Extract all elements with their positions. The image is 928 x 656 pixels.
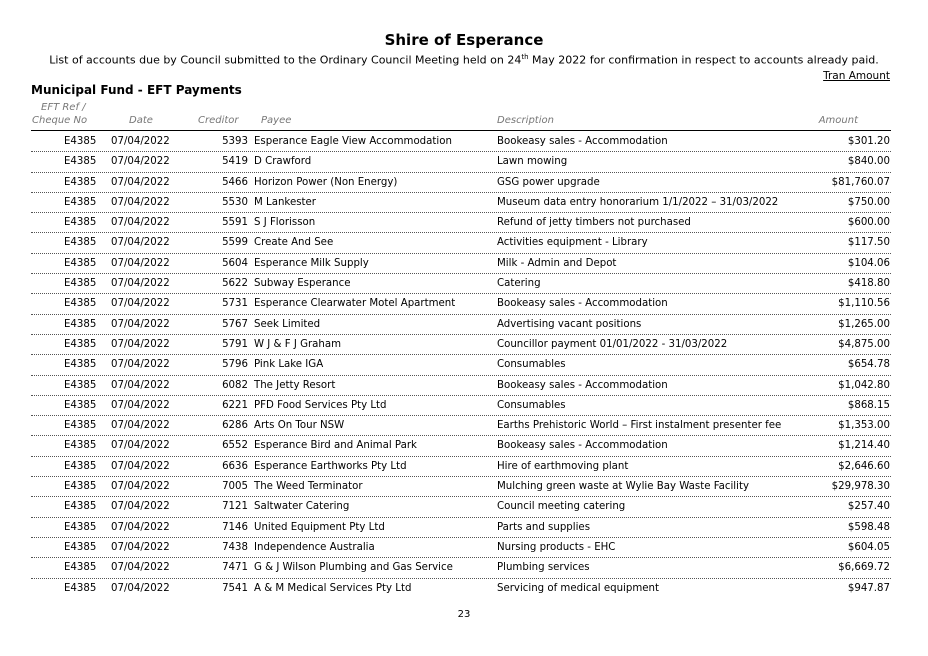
cell-amount: $1,353.00 xyxy=(838,420,890,432)
cell-payee: M Lankester xyxy=(254,196,316,208)
cell-amount: $600.00 xyxy=(847,217,890,229)
cell-ref: E4385 xyxy=(64,420,97,432)
cell-creditor: 7005 xyxy=(222,481,248,493)
cell-payee: The Jetty Resort xyxy=(254,379,336,391)
cell-ref: E4385 xyxy=(64,136,97,147)
payments-table xyxy=(0,132,928,599)
cell-payee: Saltwater Catering xyxy=(254,501,350,513)
cell-description: Parts and supplies xyxy=(497,521,590,533)
cell-date: 07/04/2022 xyxy=(111,338,170,350)
cell-description: Councillor payment 01/01/2022 - 31/03/2022 xyxy=(497,338,728,350)
header-ref-line1: EFT Ref / xyxy=(41,102,86,113)
cell-description: Servicing of medical equipment xyxy=(497,582,659,594)
cell-payee: Esperance Bird and Animal Park xyxy=(254,440,417,452)
cell-ref: E4385 xyxy=(64,237,97,249)
cell-amount: $604.05 xyxy=(847,541,890,553)
cell-amount: $2,646.60 xyxy=(838,460,890,472)
cell-ref: E4385 xyxy=(64,562,97,574)
cell-amount: $1,265.00 xyxy=(838,318,890,330)
cell-date: 07/04/2022 xyxy=(111,379,170,391)
cell-ref: E4385 xyxy=(64,582,97,594)
table-row xyxy=(0,274,928,294)
table-header xyxy=(0,101,928,131)
document-subtitle xyxy=(0,53,928,67)
cell-amount: $868.15 xyxy=(847,399,890,411)
cell-creditor: 5604 xyxy=(222,257,248,269)
cell-creditor: 5393 xyxy=(222,136,248,147)
cell-payee: United Equipment Pty Ltd xyxy=(254,521,385,533)
cell-creditor: 5599 xyxy=(222,237,248,249)
cell-creditor: 7121 xyxy=(222,501,248,513)
cell-ref: E4385 xyxy=(64,501,97,513)
header-ref-line2: Cheque No xyxy=(32,115,88,126)
header-creditor: Creditor xyxy=(198,115,239,126)
cell-amount: $81,760.07 xyxy=(831,176,890,188)
page-number: 23 xyxy=(457,609,471,620)
table-row xyxy=(0,315,928,335)
cell-ref: E4385 xyxy=(64,176,97,188)
table-row xyxy=(0,233,928,253)
table-row xyxy=(0,518,928,538)
cell-amount: $104.06 xyxy=(847,257,890,269)
cell-description: Consumables xyxy=(497,399,566,411)
table-row xyxy=(0,355,928,375)
cell-description: Museum data entry honorarium 1/1/2022 – 31/03/2022 xyxy=(497,196,779,208)
cell-date: 07/04/2022 xyxy=(111,278,170,290)
fund-heading: Municipal Fund - EFT Payments xyxy=(31,83,242,97)
cell-date: 07/04/2022 xyxy=(111,521,170,533)
cell-description: Milk - Admin and Depot xyxy=(497,257,617,269)
cell-date: 07/04/2022 xyxy=(111,257,170,269)
cell-creditor: 5791 xyxy=(222,338,248,350)
cell-amount: $418.80 xyxy=(847,278,890,290)
cell-ref: E4385 xyxy=(64,359,97,371)
cell-ref: E4385 xyxy=(64,318,97,330)
cell-date: 07/04/2022 xyxy=(111,136,170,147)
cell-date: 07/04/2022 xyxy=(111,399,170,411)
cell-creditor: 5731 xyxy=(222,298,248,310)
table-row xyxy=(0,152,928,172)
cell-amount: $4,875.00 xyxy=(838,338,890,350)
cell-ref: E4385 xyxy=(64,399,97,411)
tran-amount-label: Tran Amount xyxy=(823,70,890,82)
cell-ref: E4385 xyxy=(64,460,97,472)
cell-ref: E4385 xyxy=(64,156,97,168)
cell-date: 07/04/2022 xyxy=(111,217,170,229)
table-row xyxy=(0,254,928,274)
cell-creditor: 7438 xyxy=(222,541,248,553)
table-row xyxy=(0,173,928,193)
cell-creditor: 5466 xyxy=(222,176,248,188)
cell-amount: $29,978.30 xyxy=(831,481,890,493)
cell-ref: E4385 xyxy=(64,217,97,229)
cell-creditor: 5796 xyxy=(222,359,248,371)
table-row xyxy=(0,497,928,517)
cell-description: Lawn mowing xyxy=(497,156,568,168)
cell-creditor: 7146 xyxy=(222,521,248,533)
subtitle-text: List of accounts due by Council submitted to the Ordinary Council Meeting held on 24 xyxy=(49,53,522,67)
cell-amount: $840.00 xyxy=(847,156,890,168)
table-row xyxy=(0,193,928,213)
table-row xyxy=(0,457,928,477)
table-row xyxy=(0,416,928,436)
cell-payee: Seek Limited xyxy=(254,318,321,330)
header-amount: Amount xyxy=(818,115,858,126)
table-row xyxy=(0,436,928,456)
cell-ref: E4385 xyxy=(64,521,97,533)
cell-date: 07/04/2022 xyxy=(111,196,170,208)
cell-creditor: 5767 xyxy=(222,318,248,330)
cell-date: 07/04/2022 xyxy=(111,501,170,513)
cell-date: 07/04/2022 xyxy=(111,460,170,472)
cell-description: Bookeasy sales - Accommodation xyxy=(497,298,668,310)
cell-payee: The Weed Terminator xyxy=(254,481,363,493)
subtitle-text-end: May 2022 for confirmation in respect to accounts already paid. xyxy=(528,53,879,67)
cell-amount: $654.78 xyxy=(847,359,890,371)
cell-creditor: 7471 xyxy=(222,562,248,574)
cell-description: Consumables xyxy=(497,359,566,371)
table-row xyxy=(0,213,928,233)
cell-payee: W J & F J Graham xyxy=(254,338,342,350)
cell-amount: $301.20 xyxy=(847,136,890,147)
cell-payee: Esperance Clearwater Motel Apartment xyxy=(254,298,456,310)
table-row xyxy=(0,579,928,599)
cell-creditor: 5530 xyxy=(222,196,248,208)
cell-payee: D Crawford xyxy=(254,156,312,168)
table-row xyxy=(0,538,928,558)
cell-date: 07/04/2022 xyxy=(111,298,170,310)
cell-date: 07/04/2022 xyxy=(111,176,170,188)
cell-creditor: 6636 xyxy=(222,460,248,472)
cell-ref: E4385 xyxy=(64,379,97,391)
cell-amount: $1,042.80 xyxy=(838,379,890,391)
cell-ref: E4385 xyxy=(64,338,97,350)
cell-payee: G & J Wilson Plumbing and Gas Service xyxy=(254,562,453,574)
cell-description: Catering xyxy=(497,278,541,290)
cell-amount: $1,110.56 xyxy=(838,298,890,310)
cell-amount: $6,669.72 xyxy=(838,562,890,574)
cell-payee: S J Florisson xyxy=(254,217,316,229)
cell-description: Bookeasy sales - Accommodation xyxy=(497,379,668,391)
cell-creditor: 6552 xyxy=(222,440,248,452)
cell-description: Activities equipment - Library xyxy=(497,237,648,249)
table-row xyxy=(0,132,928,152)
cell-creditor: 7541 xyxy=(222,582,248,594)
cell-payee: Horizon Power (Non Energy) xyxy=(254,176,398,188)
cell-description: Hire of earthmoving plant xyxy=(497,460,629,472)
cell-date: 07/04/2022 xyxy=(111,582,170,594)
cell-amount: $947.87 xyxy=(847,582,890,594)
cell-amount: $257.40 xyxy=(847,501,890,513)
cell-payee: Esperance Milk Supply xyxy=(254,257,369,269)
cell-amount: $750.00 xyxy=(847,196,890,208)
table-row xyxy=(0,376,928,396)
cell-description: Earths Prehistoric World – First instalment presenter fee xyxy=(497,420,782,432)
cell-description: GSG power upgrade xyxy=(497,176,600,188)
cell-creditor: 5622 xyxy=(222,278,248,290)
cell-amount: $1,214.40 xyxy=(838,440,890,452)
header-description: Description xyxy=(497,115,554,126)
cell-description: Advertising vacant positions xyxy=(497,318,642,330)
header-divider xyxy=(31,130,891,131)
cell-amount: $598.48 xyxy=(847,521,890,533)
header-date: Date xyxy=(129,115,153,126)
cell-payee: Pink Lake IGA xyxy=(254,359,324,371)
cell-amount: $117.50 xyxy=(847,237,890,249)
header-payee: Payee xyxy=(261,115,292,126)
cell-date: 07/04/2022 xyxy=(111,237,170,249)
cell-description: Nursing products - EHC xyxy=(497,541,616,553)
cell-date: 07/04/2022 xyxy=(111,440,170,452)
cell-creditor: 6082 xyxy=(222,379,248,391)
cell-ref: E4385 xyxy=(64,440,97,452)
cell-payee: Esperance Eagle View Accommodation xyxy=(254,136,452,147)
cell-date: 07/04/2022 xyxy=(111,359,170,371)
cell-payee: PFD Food Services Pty Ltd xyxy=(254,399,387,411)
cell-ref: E4385 xyxy=(64,278,97,290)
cell-date: 07/04/2022 xyxy=(111,541,170,553)
cell-date: 07/04/2022 xyxy=(111,481,170,493)
table-row xyxy=(0,294,928,314)
cell-payee: Esperance Earthworks Pty Ltd xyxy=(254,460,407,472)
cell-date: 07/04/2022 xyxy=(111,156,170,168)
cell-payee: Independence Australia xyxy=(254,541,375,553)
cell-date: 07/04/2022 xyxy=(111,318,170,330)
cell-description: Plumbing services xyxy=(497,562,590,574)
cell-ref: E4385 xyxy=(64,257,97,269)
cell-ref: E4385 xyxy=(64,481,97,493)
cell-description: Bookeasy sales - Accommodation xyxy=(497,136,668,147)
cell-description: Bookeasy sales - Accommodation xyxy=(497,440,668,452)
cell-creditor: 5419 xyxy=(222,156,248,168)
cell-ref: E4385 xyxy=(64,298,97,310)
cell-creditor: 6286 xyxy=(222,420,248,432)
cell-creditor: 5591 xyxy=(222,217,248,229)
cell-date: 07/04/2022 xyxy=(111,562,170,574)
cell-creditor: 6221 xyxy=(222,399,248,411)
table-row xyxy=(0,396,928,416)
cell-ref: E4385 xyxy=(64,196,97,208)
subtitle-superscript: th xyxy=(521,53,529,61)
cell-payee: A & M Medical Services Pty Ltd xyxy=(254,582,412,594)
cell-description: Council meeting catering xyxy=(497,501,626,513)
cell-date: 07/04/2022 xyxy=(111,420,170,432)
table-row xyxy=(0,477,928,497)
cell-description: Refund of jetty timbers not purchased xyxy=(497,217,691,229)
cell-payee: Subway Esperance xyxy=(254,278,351,290)
table-row xyxy=(0,335,928,355)
cell-payee: Create And See xyxy=(254,237,334,249)
cell-description: Mulching green waste at Wylie Bay Waste Facility xyxy=(497,481,749,493)
document-title: Shire of Esperance xyxy=(384,31,544,49)
cell-payee: Arts On Tour NSW xyxy=(254,420,345,432)
table-row xyxy=(0,558,928,578)
cell-ref: E4385 xyxy=(64,541,97,553)
